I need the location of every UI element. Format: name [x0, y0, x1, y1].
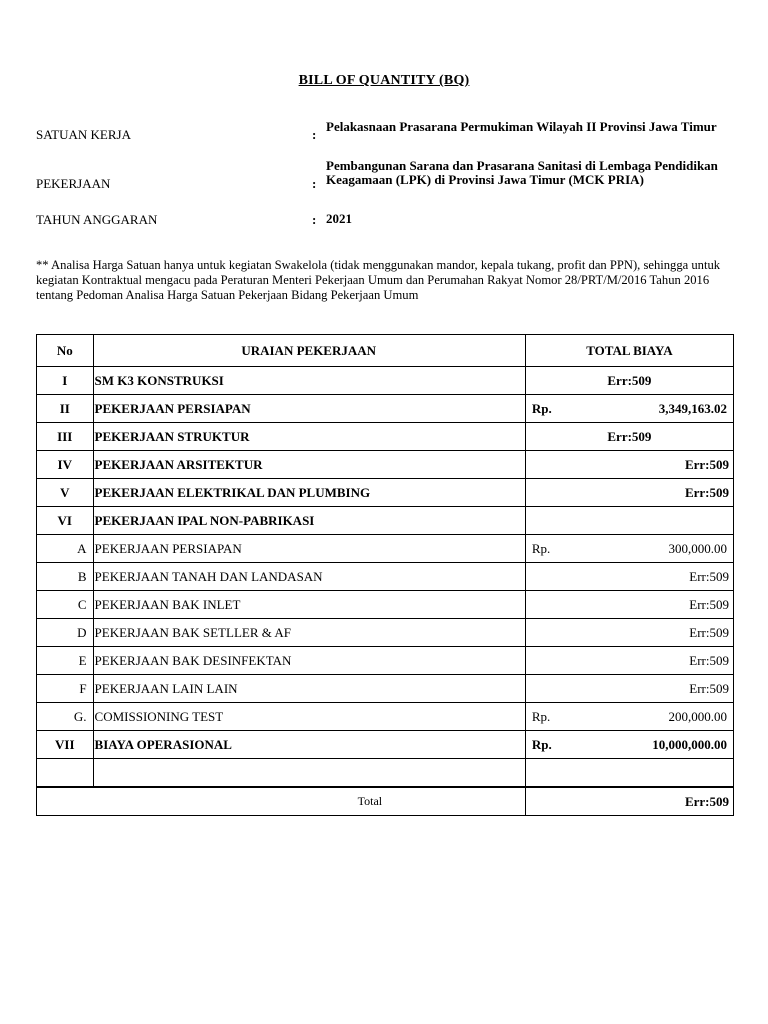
total-value: Err:509 [684, 793, 729, 809]
row-no: III [37, 423, 94, 451]
row-no: E [37, 647, 94, 675]
row-desc: PEKERJAAN PERSIAPAN [93, 395, 525, 423]
row-no: A [37, 535, 94, 563]
table-row [37, 703, 734, 731]
table-row [37, 451, 734, 479]
table-row [37, 367, 734, 395]
row-currency: Rp. [531, 540, 551, 556]
row-no: V [37, 479, 94, 507]
empty-cell [525, 759, 733, 788]
table-row [37, 563, 734, 591]
row-no: II [37, 395, 94, 423]
row-no: IV [37, 451, 94, 479]
table-row [37, 591, 734, 619]
info-label: SATUAN KERJA [36, 127, 131, 142]
row-desc: PEKERJAAN STRUKTUR [93, 423, 525, 451]
row-total [525, 479, 733, 507]
row-no: D [37, 619, 94, 647]
row-total [525, 451, 733, 479]
table-row [37, 507, 734, 535]
row-desc: PEKERJAAN BAK INLET [93, 591, 525, 619]
table-row [37, 423, 734, 451]
table-row [37, 535, 734, 563]
row-no: VI [37, 507, 94, 535]
row-desc: PEKERJAAN BAK DESINFEKTAN [93, 647, 525, 675]
row-amount: Err:509 [689, 568, 729, 584]
row-total [525, 395, 733, 423]
table-header-row [37, 335, 734, 367]
info-label: PEKERJAAN [36, 176, 111, 191]
row-total [525, 563, 733, 591]
row-amount: 300,000.00 [668, 540, 727, 556]
info-value: 2021 [326, 211, 352, 226]
header-total-biaya: TOTAL BIAYA [525, 335, 733, 367]
table-row [37, 647, 734, 675]
row-amount: 10,000,000.00 [652, 736, 727, 752]
row-amount: Err:509 [689, 680, 729, 696]
row-no: F [37, 675, 94, 703]
table-row [37, 731, 734, 759]
row-total [525, 423, 733, 451]
table-row [37, 675, 734, 703]
row-amount: Err:509 [607, 372, 652, 388]
info-colon: : [312, 176, 317, 191]
row-total [525, 535, 733, 563]
row-desc: PEKERJAAN ELEKTRIKAL DAN PLUMBING [93, 479, 525, 507]
row-total [525, 619, 733, 647]
total-label: Total [37, 787, 526, 816]
row-total [525, 591, 733, 619]
info-colon: : [312, 127, 317, 142]
row-desc: SM K3 KONSTRUKSI [93, 367, 525, 395]
row-amount: 200,000.00 [668, 708, 727, 724]
row-total [525, 703, 733, 731]
row-total [525, 647, 733, 675]
row-desc: COMISSIONING TEST [93, 703, 525, 731]
table-row-empty [37, 759, 734, 788]
row-no: B [37, 563, 94, 591]
row-amount: Err:509 [684, 456, 729, 472]
table-row [37, 395, 734, 423]
row-desc: PEKERJAAN TANAH DAN LANDASAN [93, 563, 525, 591]
header-no: No [37, 335, 94, 367]
row-desc: PEKERJAAN ARSITEKTUR [93, 451, 525, 479]
row-amount: Err:509 [607, 428, 652, 444]
row-currency: Rp. [531, 736, 552, 752]
row-desc: PEKERJAAN BAK SETLLER & AF [93, 619, 525, 647]
row-desc: PEKERJAAN LAIN LAIN [93, 675, 525, 703]
info-colon: : [312, 212, 317, 227]
total-value-cell [525, 787, 733, 816]
empty-cell [93, 759, 525, 788]
row-currency: Rp. [531, 708, 551, 724]
row-amount: Err:509 [689, 624, 729, 640]
row-desc: PEKERJAAN PERSIAPAN [93, 535, 525, 563]
row-amount: 3,349,163.02 [658, 400, 727, 416]
row-amount: Err:509 [689, 652, 729, 668]
info-value: Pembangunan Sarana dan Prasarana Sanitasi di Lembaga Pendidikan Keagamaan (LPK) di Provinsi Jawa Timur (MCK PRIA) [326, 158, 718, 187]
analysis-note: ** Analisa Harga Satuan hanya untuk kegiatan Swakelola (tidak menggunakan mandor, kepala tukang, profit dan PPN), sehingga untuk kegiatan Kontraktual mengacu pada Peraturan Menteri Pekerjaan Umum dan Perumahan Rakyat Nomor 28/PRT/M/2016 Tahun 2016 tentang Pedoman Analisa Harga Satuan Pekerjaan Bidang Pekerjaan Umum [36, 258, 721, 302]
row-no: G. [37, 703, 94, 731]
table-row [37, 619, 734, 647]
info-label: TAHUN ANGGARAN [36, 212, 158, 227]
row-desc: PEKERJAAN IPAL NON-PABRIKASI [93, 507, 525, 535]
table-row [37, 479, 734, 507]
row-no: C [37, 591, 94, 619]
row-total [525, 507, 733, 535]
empty-cell [37, 759, 94, 788]
row-total [525, 367, 733, 395]
document-title: BILL OF QUANTITY (BQ) [298, 73, 470, 88]
header-uraian: URAIAN PEKERJAAN [93, 335, 525, 367]
row-desc: BIAYA OPERASIONAL [93, 731, 525, 759]
row-total [525, 731, 733, 759]
row-amount: Err:509 [689, 596, 729, 612]
row-no: I [37, 367, 94, 395]
total-row [37, 787, 734, 816]
row-amount: Err:509 [684, 484, 729, 500]
bq-table [36, 334, 734, 816]
row-currency: Rp. [531, 400, 552, 416]
row-total [525, 675, 733, 703]
info-value: Pelakasnaan Prasarana Permukiman Wilayah II Provinsi Jawa Timur [326, 119, 717, 134]
row-no: VII [37, 731, 94, 759]
